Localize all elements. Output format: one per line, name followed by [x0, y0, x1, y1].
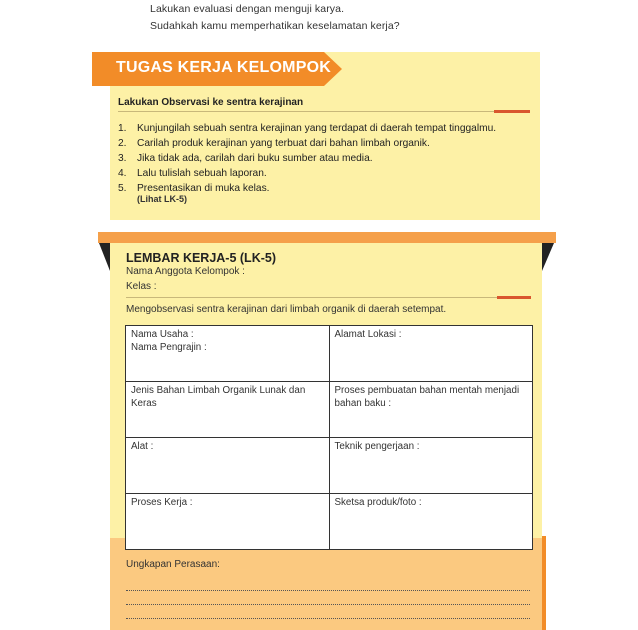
cell-jenis-bahan[interactable]: Jenis Bahan Limbah Organik Lunak dan Keras: [126, 382, 330, 438]
lembar-fold-left: [99, 243, 110, 271]
ungkapan-perasaan-label: Ungkapan Perasaan:: [126, 559, 220, 570]
cell-sketsa-produk[interactable]: Sketsa produk/foto :: [329, 494, 533, 550]
kelas-label: Kelas :: [126, 281, 157, 292]
lembar-top-stripe: [98, 232, 556, 243]
list-item: 1. Kunjungilah sebuah sentra kerajinan yang terdapat di daerah tempat tinggalmu.: [118, 123, 497, 134]
tugas-tab-accent: [92, 52, 110, 86]
answer-line-3[interactable]: [126, 618, 530, 619]
lembar-title: LEMBAR KERJA-5 (LK-5): [126, 251, 276, 265]
lembar-bottom-band: [110, 538, 542, 630]
list-item: 4. Lalu tulislah sebuah laporan.: [118, 168, 267, 179]
nama-anggota-label: Nama Anggota Kelompok :: [126, 266, 245, 277]
cell-nama-usaha[interactable]: Nama Usaha : Nama Pengrajin :: [126, 326, 330, 382]
observation-table: [125, 325, 533, 550]
list-item: 2. Carilah produk kerajinan yang terbuat dari bahan limbah organik.: [118, 138, 430, 149]
lembar-instruction: Mengobservasi sentra kerajinan dari limbah organik di daerah setempat.: [126, 304, 447, 315]
list-item: 5. Presentasikan di muka kelas.: [118, 183, 270, 194]
lembar-divider: [126, 297, 530, 298]
lembar-divider-accent: [497, 296, 531, 299]
lembar-side-accent: [542, 536, 546, 630]
cell-teknik-pengerjaan[interactable]: Teknik pengerjaan :: [329, 438, 533, 494]
answer-line-2[interactable]: [126, 604, 530, 605]
cell-proses-pembuatan[interactable]: Proses pembuatan bahan mentah menjadi bahan baku :: [329, 382, 533, 438]
cell-alat[interactable]: Alat :: [126, 438, 330, 494]
intro-line-1: Lakukan evaluasi dengan menguji karya.: [150, 3, 345, 15]
tugas-divider-accent: [494, 110, 530, 113]
tugas-divider: [118, 111, 526, 112]
tugas-steps-list: [118, 121, 538, 196]
list-item: 3. Jika tidak ada, carilah dari buku sumber atau media.: [118, 153, 373, 164]
tugas-subtitle: Lakukan Observasi ke sentra kerajinan: [118, 97, 304, 108]
cell-proses-kerja[interactable]: Proses Kerja :: [126, 494, 330, 550]
cell-alamat-lokasi[interactable]: Alamat Lokasi :: [329, 326, 533, 382]
intro-line-2: Sudahkah kamu memperhatikan keselamatan kerja?: [150, 20, 400, 32]
lembar-fold-right: [542, 243, 554, 271]
lk-reference: (Lihat LK-5): [137, 194, 187, 204]
answer-line-1[interactable]: [126, 590, 530, 591]
tugas-title: TUGAS KERJA KELOMPOK: [116, 59, 331, 76]
